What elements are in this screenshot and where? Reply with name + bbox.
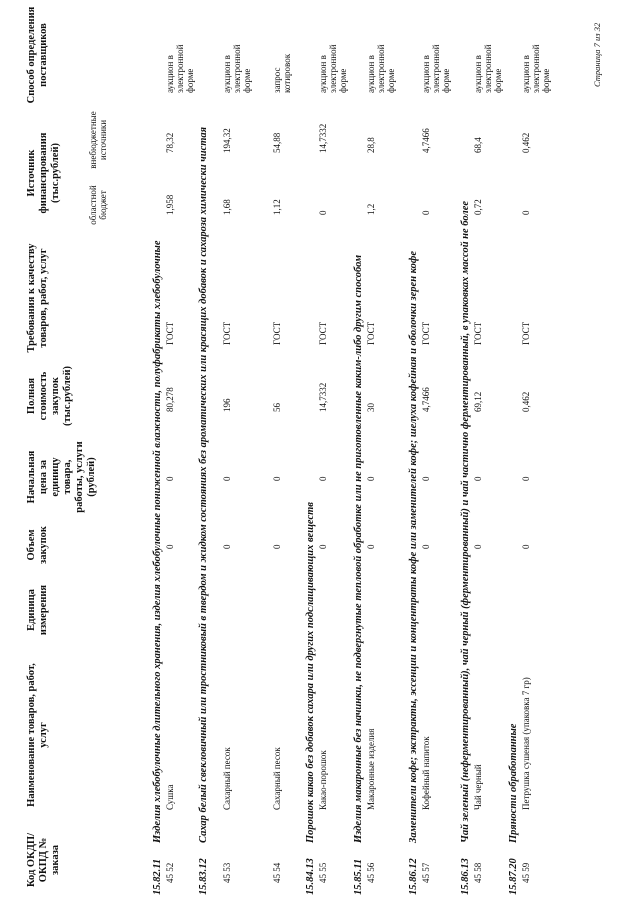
- row-method: аукцион в электронной форме: [165, 44, 195, 93]
- row-offbudget: 4,7466: [421, 128, 431, 153]
- row-price: 0: [318, 476, 328, 481]
- section-code: 15.83.12: [198, 858, 209, 895]
- section-title: Заменители кофе; экстракты, эссенции и концентраты кофе или заменителей кофе; шелуха кофейная и оболочки зерен кофе: [408, 250, 419, 843]
- row-volume: 0: [222, 544, 232, 549]
- row-name: Сахарный песок: [222, 747, 232, 810]
- row-price: 0: [366, 476, 376, 481]
- row-requirements: ГОСТ: [421, 321, 431, 345]
- row-offbudget: 0,462: [521, 132, 531, 153]
- row-volume: 0: [318, 544, 328, 549]
- section-code: 15.87.20: [508, 858, 519, 895]
- row-regional: 0: [318, 210, 328, 215]
- row-volume: 0: [421, 544, 431, 549]
- section-code: 15.82.11: [152, 858, 163, 895]
- row-method: аукцион в электронной форме: [473, 44, 503, 93]
- row-requirements: ГОСТ: [165, 321, 175, 345]
- section-title: Пряности обработанные: [508, 723, 519, 843]
- row-regional: 0,72: [473, 199, 483, 215]
- section-title: Чай зеленый (неферментированный), чай черный (ферментированный) и чай частично ферментированный, в упаковках массой не более: [460, 200, 471, 843]
- row-method: аукцион в электронной форме: [318, 44, 348, 93]
- row-number: 45 56: [366, 862, 376, 883]
- header-name: Наименование товаров, работ, услуг: [26, 663, 49, 807]
- row-offbudget: 194,32: [222, 128, 232, 153]
- row-method: запрос котировок: [272, 53, 292, 93]
- header-unit: Единица измерения: [26, 584, 49, 636]
- header-method: Способ определения поставщиков: [26, 6, 49, 104]
- row-method: аукцион в электронной форме: [366, 44, 396, 93]
- header-initial-price: Начальная цена за единицу товара, работы, услуги (рублей): [26, 441, 97, 513]
- row-regional: 1,958: [165, 194, 175, 215]
- section-code: 15.86.13: [460, 858, 471, 895]
- section-code: 15.84.13: [305, 858, 316, 895]
- row-regional: 0: [521, 210, 531, 215]
- row-price: 0: [222, 476, 232, 481]
- row-number: 45 53: [222, 862, 232, 883]
- row-method: аукцион в электронной форме: [521, 44, 551, 93]
- header-finance-offbudget: внебюджетные источники: [88, 111, 108, 169]
- row-requirements: ГОСТ: [222, 321, 232, 345]
- section-code: 15.86.12: [408, 858, 419, 895]
- row-requirements: ГОСТ: [318, 321, 328, 345]
- page-number: Страница 7 из 32: [592, 22, 602, 87]
- row-total: 4,7466: [421, 387, 431, 412]
- section-title: Изделия хлебобулочные длительного хранения, изделия хлебобулочные пониженной влажности, полуфабрикаты хлебобулочные: [152, 240, 163, 843]
- row-total: 14,7332: [318, 382, 328, 412]
- row-name: Макаронные изделия: [366, 728, 376, 810]
- row-price: 0: [521, 476, 531, 481]
- row-requirements: ГОСТ: [473, 321, 483, 345]
- row-requirements: ГОСТ: [521, 321, 531, 345]
- row-regional: 0: [421, 210, 431, 215]
- row-number: 45 54: [272, 862, 282, 883]
- row-volume: 0: [473, 544, 483, 549]
- header-total-cost: Полная стоимость закупок (тыс.рублей): [26, 365, 73, 427]
- row-volume: 0: [521, 544, 531, 549]
- row-regional: 1,12: [272, 199, 282, 215]
- row-volume: 0: [165, 544, 175, 549]
- row-offbudget: 68,4: [473, 137, 483, 153]
- row-name: Петрушка сушеная (упаковка 7 гр): [521, 677, 531, 810]
- row-price: 0: [421, 476, 431, 481]
- row-number: 45 58: [473, 862, 483, 883]
- header-finance: Источник финансирования (тыс.рублей): [26, 132, 61, 214]
- row-requirements: ГОСТ: [272, 321, 282, 345]
- row-number: 45 52: [165, 862, 175, 883]
- row-offbudget: 14,7332: [318, 123, 328, 153]
- row-name: Сахарный песок: [272, 747, 282, 810]
- row-price: 0: [473, 476, 483, 481]
- header-volume: Объем закупок: [26, 526, 49, 564]
- row-total: 0,462: [521, 391, 531, 412]
- header-finance-regional: областной бюджет: [88, 185, 108, 225]
- section-code: 15.85.11: [353, 858, 364, 895]
- row-name: Сушка: [165, 784, 175, 810]
- row-number: 45 57: [421, 862, 431, 883]
- section-title: Изделия макаронные без начинки, не подвергнутые тепловой обработке или не приготовленные каким-либо другим способом: [353, 254, 364, 843]
- row-requirements: ГОСТ: [366, 321, 376, 345]
- section-title: Порошок какао без добавок сахара или других подслащивающих веществ: [305, 502, 316, 843]
- row-price: 0: [272, 476, 282, 481]
- row-method: аукцион в электронной форме: [421, 44, 451, 93]
- row-total: 30: [366, 403, 376, 412]
- section-title: Сахар белый свекловичный или тростниковый в твердом и жидком состояниях без ароматических или красящих добавок и сахароза химически чистая: [198, 126, 209, 843]
- row-offbudget: 78,32: [165, 132, 175, 153]
- row-number: 45 55: [318, 862, 328, 883]
- row-regional: 1,2: [366, 203, 376, 215]
- row-total: 80,278: [165, 387, 175, 412]
- row-total: 69,12: [473, 391, 483, 412]
- row-number: 45 59: [521, 862, 531, 883]
- row-offbudget: 28,8: [366, 137, 376, 153]
- row-name: Какао-порошок: [318, 750, 328, 810]
- row-total: 56: [272, 403, 282, 412]
- row-volume: 0: [272, 544, 282, 549]
- row-name: Чай черный: [473, 764, 483, 810]
- row-volume: 0: [366, 544, 376, 549]
- row-total: 196: [222, 398, 232, 412]
- row-name: Кофейный напиток: [421, 736, 431, 810]
- header-requirements: Требования к качеству товаров, работ, услуг: [26, 243, 49, 353]
- row-method: аукцион в электронной форме: [222, 44, 252, 93]
- row-offbudget: 54,88: [272, 132, 282, 153]
- row-regional: 1,68: [222, 199, 232, 215]
- header-code: Код ОКДП/ ОКПД № заказа: [26, 832, 61, 888]
- row-price: 0: [165, 476, 175, 481]
